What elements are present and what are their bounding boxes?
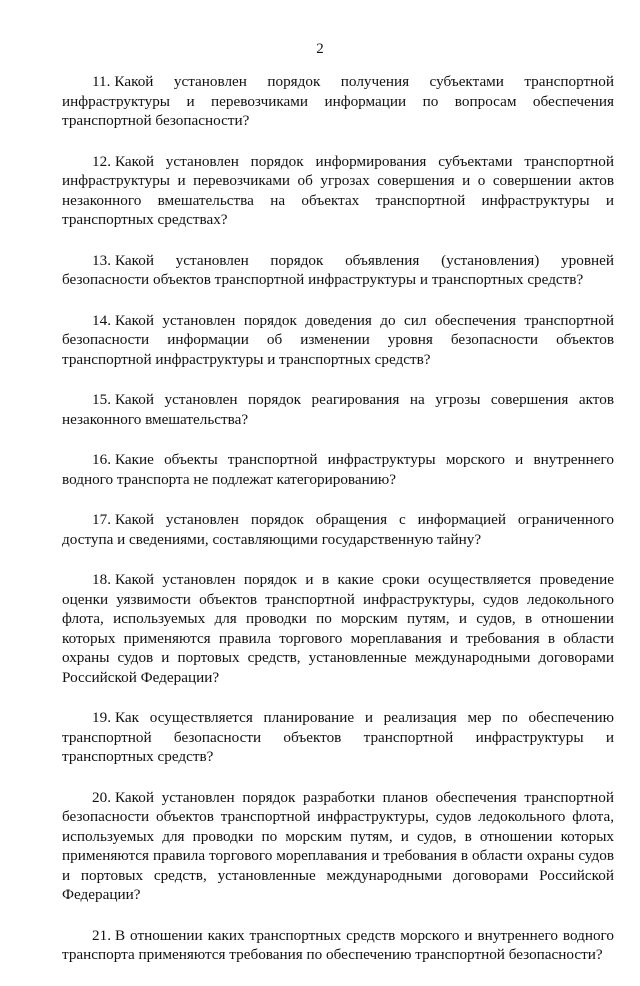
question-item bbox=[62, 311, 614, 370]
question-text: Какой установлен порядок информирования субъектами транспортной инфраструктуры и перевозчиками об угрозах совершения и о совершении актов незаконного вмешательства на объектах транспортной инфраструктуры и транспортных средствах? bbox=[62, 152, 614, 228]
question-number: 20. bbox=[92, 788, 111, 806]
question-text: Какой установлен порядок объявления (установления) уровней безопасности объектов транспортной инфраструктуры и транспортных средств? bbox=[62, 251, 614, 288]
question-item bbox=[62, 251, 614, 290]
question-text: Какой установлен порядок получения субъектами транспортной инфраструктуры и перевозчиками информации по вопросам обеспечения транспортной безопасности? bbox=[62, 73, 614, 129]
question-text: Какой установлен порядок доведения до сил обеспечения транспортной безопасности информации об изменении уровня безопасности объектов транспортной инфраструктуры и транспортных средств? bbox=[62, 311, 614, 368]
question-text: Какой установлен порядок обращения с информацией ограниченного доступа и сведениями, составляющими государственную тайну? bbox=[62, 511, 614, 548]
question-number: 17. bbox=[92, 511, 111, 528]
question-text: Какой установлен порядок реагирования на угрозы совершения актов незаконного вмешательства? bbox=[62, 391, 614, 428]
question-item bbox=[62, 510, 614, 549]
question-number: 21. bbox=[92, 926, 111, 944]
question-item bbox=[62, 788, 614, 905]
question-number: 18. bbox=[92, 571, 111, 588]
question-text: Какой установлен порядок разработки планов обеспечения транспортной безопасности объектов транспортной инфраструктуры, судов ледокольного флота, используемых для проводки по морским путям, и судов, в отношении которых применяются правила торгового мореплавания и требования в области охраны судов и портовых средств, установленные международными договорами Российской Федерации? bbox=[62, 788, 614, 903]
question-text: Какой установлен порядок и в какие сроки осуществляется проведение оценки уязвимости объектов транспортной инфраструктуры, судов ледокольного флота, используемых для проводки по морским путям, и судов, в отношении которых применяются правила торгового мореплавания и требования в области охраны судов и портовых средств, установленные международными договорами Российской Федерации? bbox=[62, 571, 614, 686]
question-item bbox=[62, 570, 614, 687]
question-text: Как осуществляется планирование и реализация мер по обеспечению транспортной безопасности объектов транспортной инфраструктуры и транспортных средств? bbox=[62, 709, 614, 765]
questions-list bbox=[62, 72, 614, 986]
question-number: 11. bbox=[92, 73, 111, 90]
question-number: 19. bbox=[92, 709, 111, 726]
question-item bbox=[62, 152, 614, 230]
question-number: 16. bbox=[92, 451, 111, 468]
question-number: 15. bbox=[92, 391, 111, 408]
question-item bbox=[62, 390, 614, 429]
question-item bbox=[62, 450, 614, 489]
question-item bbox=[62, 926, 614, 965]
question-number: 14. bbox=[92, 311, 111, 329]
question-number: 12. bbox=[92, 152, 111, 170]
question-text: В отношении каких транспортных средств морского и внутреннего водного транспорта применяются требования по обеспечению транспортной безопасности? bbox=[62, 926, 614, 963]
question-text: Какие объекты транспортной инфраструктуры морского и внутреннего водного транспорта не подлежат категорированию? bbox=[62, 451, 614, 488]
question-item bbox=[62, 708, 614, 767]
question-item bbox=[62, 72, 614, 131]
question-number: 13. bbox=[92, 251, 111, 269]
page-number: 2 bbox=[316, 41, 324, 57]
